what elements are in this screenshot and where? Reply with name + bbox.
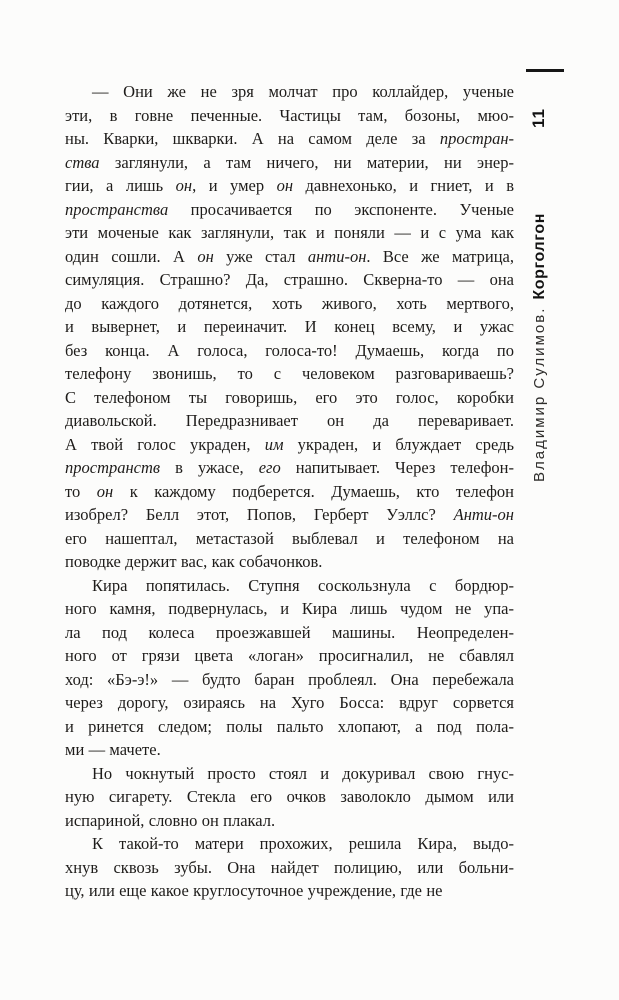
- text-run-italic: Анти-он: [453, 505, 514, 524]
- text-run: ми — мачете.: [65, 740, 161, 759]
- running-title-book: Корголгон: [531, 213, 548, 300]
- text-run: то: [65, 481, 97, 501]
- text-run: цу, или еще какое круглосуточное учреждение, где не: [65, 881, 443, 900]
- text-run: эти, в говне печенные. Частицы там, бозоны, мюо-: [65, 105, 514, 125]
- text-run: через дорогу, озираясь на Хуго Босса: вдруг сорвется: [65, 693, 514, 712]
- text-run-italic: он: [175, 176, 193, 195]
- text-line: [65, 315, 514, 339]
- text-line: [65, 762, 514, 786]
- text-run-italic: он: [96, 481, 114, 501]
- text-run: хнув сквозь зубы. Она найдет полицию, или больни-: [65, 857, 514, 877]
- text-line: [65, 550, 514, 574]
- text-line: [65, 644, 514, 668]
- text-run: ного камня, подвернулась, и Кира лишь чудом не упа-: [65, 599, 514, 618]
- text-run: давнехонько, и гниет, и в: [293, 176, 514, 195]
- text-run-italic: он: [197, 246, 214, 266]
- text-line: [65, 174, 514, 198]
- page-number: 11: [529, 108, 548, 128]
- header-rule: [526, 69, 564, 72]
- text-run-italic: он: [276, 176, 294, 195]
- text-run: ход: «Бэ-э!» — будто баран проблеял. Она перебежала: [65, 669, 514, 689]
- text-run: А твой голос украден,: [65, 434, 265, 454]
- text-line: [65, 433, 514, 457]
- text-line: [65, 574, 514, 598]
- text-run: один сошли. А: [65, 246, 198, 266]
- text-run: , и умер: [192, 176, 277, 195]
- text-line: [65, 668, 514, 692]
- text-run: диавольской. Передразнивает он да переваривает.: [65, 411, 514, 430]
- text-line: [65, 832, 514, 856]
- text-line: [65, 409, 514, 433]
- text-run: ную сигарету. Стекла его очков заволокло дымом или: [65, 787, 514, 806]
- text-run: испариной, словно он плакал.: [65, 810, 276, 830]
- text-line: [65, 268, 514, 292]
- text-run-italic: анти-он: [307, 246, 367, 266]
- text-run-italic: ства: [65, 152, 100, 172]
- text-run: С телефоном ты говоришь, его это голос, коробки: [65, 387, 514, 407]
- text-run: уже стал: [213, 246, 308, 266]
- text-run-italic: пространства: [65, 199, 169, 219]
- text-run: к каждому подберется. Думаешь, кто телефон: [113, 481, 514, 501]
- text-run: без конца. А голоса, голоса-то! Думаешь, когда по: [65, 340, 514, 360]
- text-line: [65, 691, 514, 715]
- text-line: [65, 856, 514, 880]
- text-line: [65, 456, 514, 480]
- text-run: телефону звонишь, то с человеком разговариваешь?: [65, 364, 514, 383]
- text-run: Но чокнутый просто стоял и докуривал свою гнус-: [92, 763, 514, 783]
- text-run: поводке держит вас, как собачонков.: [65, 552, 323, 571]
- text-line: [65, 339, 514, 363]
- text-line: [65, 715, 514, 739]
- text-run-italic: его: [258, 458, 281, 477]
- text-line: [65, 127, 514, 151]
- text-line: [65, 292, 514, 316]
- text-line: [65, 104, 514, 128]
- text-run: . Все же матрица,: [366, 246, 514, 266]
- text-run: просачивается по экспоненте. Ученые: [168, 199, 514, 219]
- text-line: [65, 245, 514, 269]
- text-run-italic: простран-: [439, 129, 514, 148]
- body-text: [65, 80, 514, 903]
- text-line: [65, 621, 514, 645]
- text-run: его нашептал, метастазой выблевал и телефоном на: [65, 528, 514, 548]
- text-line: [65, 198, 514, 222]
- text-run: в ужасе,: [160, 458, 259, 477]
- text-run: до каждого дотянется, хоть живого, хоть мертвого,: [65, 293, 514, 313]
- text-run: — Они же не зря молчат про коллайдер, ученые: [92, 82, 514, 101]
- text-line: [65, 809, 514, 833]
- text-run: заглянули, а там ничего, ни материи, ни энер-: [99, 152, 514, 172]
- text-line: [65, 879, 514, 903]
- text-line: [65, 527, 514, 551]
- text-line: [65, 597, 514, 621]
- text-line: [65, 362, 514, 386]
- text-line: [65, 503, 514, 527]
- text-run: симуляция. Страшно? Да, страшно. Скверна-то — она: [65, 270, 514, 289]
- running-title-author: Владимир Сулимов.: [531, 306, 548, 482]
- text-line: [65, 480, 514, 504]
- text-run: гии, а лишь: [65, 176, 176, 195]
- running-title: [531, 213, 549, 482]
- text-line: [65, 738, 514, 762]
- text-run: ны. Кварки, шкварки. А на самом деле за: [65, 129, 440, 148]
- text-run: и вывернет, и переиначит. И конец всему, и ужас: [65, 317, 514, 336]
- text-run: украден, и блуждает средь: [283, 434, 514, 454]
- text-run: ла под колеса проезжавшей машины. Неопределен-: [65, 622, 514, 642]
- text-run-italic: им: [264, 434, 284, 454]
- text-line: [65, 221, 514, 245]
- text-line: [65, 151, 514, 175]
- text-line: [65, 785, 514, 809]
- text-run: изобрел? Белл этот, Попов, Герберт Уэллс?: [65, 505, 454, 524]
- text-run: ного от грязи цвета «логан» просигналил, не сбавлял: [65, 646, 514, 665]
- text-line: [65, 80, 514, 104]
- text-run-italic: пространств: [65, 458, 161, 477]
- text-line: [65, 386, 514, 410]
- text-run: напитывает. Через телефон-: [280, 458, 514, 477]
- text-run: эти моченые как заглянули, так и поняли — и с ума как: [65, 223, 514, 242]
- text-run: и ринется следом; полы пальто хлопают, а под пола-: [65, 716, 514, 736]
- text-run: Кира попятилась. Ступня соскользнула с бордюр-: [92, 575, 514, 595]
- text-run: К такой-то матери прохожих, решила Кира, выдо-: [92, 834, 514, 853]
